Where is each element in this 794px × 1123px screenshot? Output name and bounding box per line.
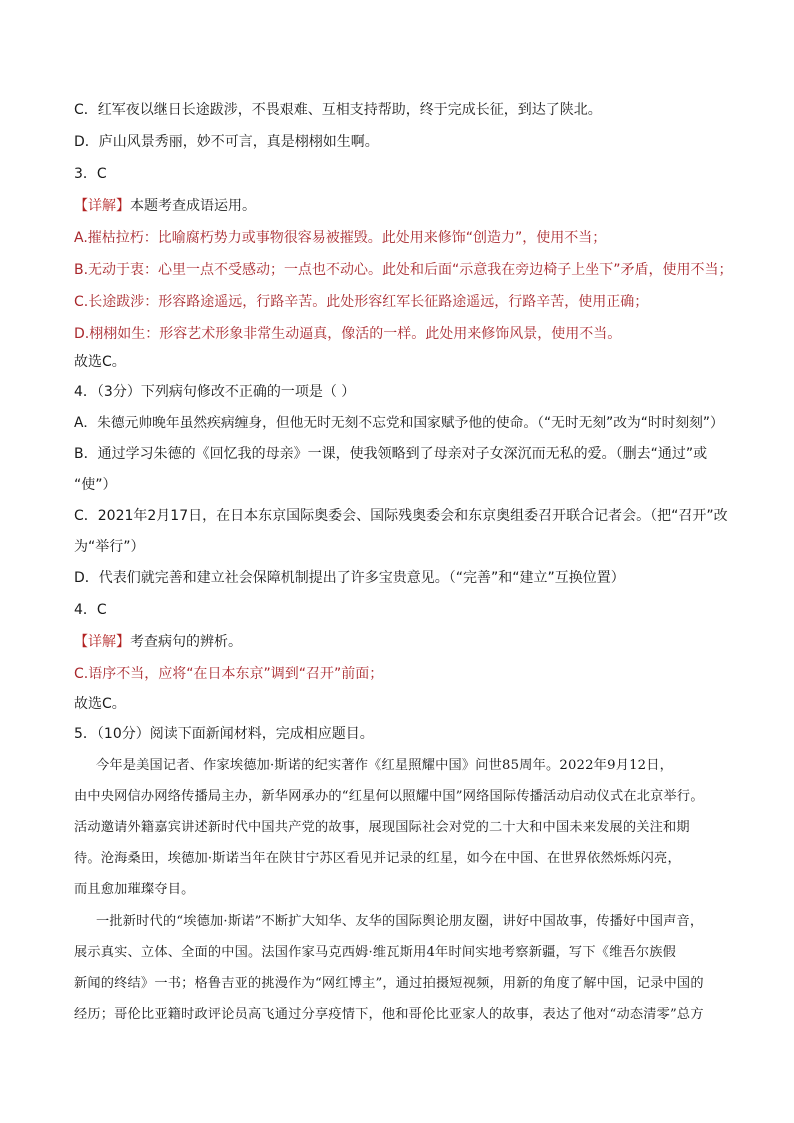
choose-c-4: 故选C。 (74, 696, 126, 712)
answer-4: 4．C (74, 602, 107, 618)
explain-b: B.无动于衷：心里一点不受感动；一点也不动心。此处和后面“示意我在旁边椅子上坐下”矛盾，使用不当； (74, 262, 733, 278)
news-paragraph-1-line-5: 而且愈加璀璨夺目。 (74, 882, 195, 897)
explanation-4 (74, 632, 242, 652)
explanation-3 (74, 196, 256, 216)
answer-3: 3．C (74, 166, 107, 182)
q4-option-c: C．2021年2月17日，在日本东京国际奥委会、国际残奥委会和东京奥组委召开联合记者会。（把“召开”改 (74, 508, 728, 524)
explanation-text: 考查病句的辨析。 (130, 634, 242, 650)
explain-c: C.长途跋涉：形容路途遥远，行路辛苦。此处形容红军长征路途遥远，行路辛苦，使用正确； (74, 294, 649, 310)
question-4: 4．（3分）下列病句修改不正确的一项是（ ） (74, 384, 356, 400)
question-5: 5．（10分）阅读下面新闻材料，完成相应题目。 (74, 726, 374, 742)
explain-a: A.摧枯拉朽：比喻腐朽势力或事物很容易被摧毁。此处用来修饰“创造力”，使用不当； (74, 230, 607, 246)
news-paragraph-2-line-4: 经历；哥伦比亚籍时政评论员高飞通过分享疫情下，他和哥伦比亚家人的故事，表达了他对“动态清零”总方 (74, 1007, 704, 1022)
explain-4-c: C.语序不当，应将“在日本东京”调到“召开”前面； (74, 666, 384, 682)
news-paragraph-2-line-3: 新闻的终结》一书；格鲁吉亚的挑漫作为“网红博主”，通过拍摄短视频，用新的角度了解中国，记录中国的 (74, 976, 704, 991)
explanation-text: 本题考查成语运用。 (130, 198, 256, 214)
explanation-tag: 【详解】 (74, 634, 130, 650)
q4-option-d: D．代表们就完善和建立社会保障机制提出了许多宝贵意见。（“完善”和“建立”互换位置） (74, 570, 625, 586)
q4-option-b-cont: “使”） (74, 477, 117, 493)
explain-d: D.栩栩如生：形容艺术形象非常生动逼真，像活的一样。此处用来修饰风景，使用不当。 (74, 326, 622, 342)
q4-option-a: A．朱德元帅晚年虽然疾病缠身，但他无时无刻不忘党和国家赋予他的使命。（“无时无刻”改为“时时刻刻”） (74, 415, 724, 431)
news-paragraph-1-line-3: 活动邀请外籍嘉宾讲述新时代中国共产党的故事，展现国际社会对党的二十大和中国未来发展的关注和期 (74, 820, 690, 835)
q4-option-b: B．通过学习朱德的《回忆我的母亲》一课，使我领略到了母亲对子女深沉而无私的爱。（删去“通过”或 (74, 446, 708, 462)
news-paragraph-1-line-2: 由中央网信办网络传播局主办，新华网承办的“红星何以照耀中国”网络国际传播活动启动仪式在北京举行。 (74, 789, 704, 804)
option-d-line: D．庐山风景秀丽，妙不可言，真是栩栩如生啊。 (74, 134, 379, 150)
option-c-line: C．红军夜以继日长途跋涉，不畏艰难、互相支持帮助，终于完成长征，到达了陕北。 (74, 102, 602, 118)
explanation-tag: 【详解】 (74, 198, 130, 214)
q4-option-c-cont: 为“举行”） (74, 539, 145, 555)
news-paragraph-1-line-1: 今年是美国记者、作家埃德加·斯诺的纪实著作《红星照耀中国》问世85周年。2022年9月12日， (96, 758, 674, 773)
news-paragraph-2-line-2: 展示真实、立体、全面的中国。法国作家马克西姆·维瓦斯用4年时间实地考察新疆，写下《维吾尔族假 (74, 945, 677, 960)
choose-c-3: 故选C。 (74, 354, 126, 370)
news-paragraph-2-line-1: 一批新时代的“埃德加·斯诺”不断扩大知华、友华的国际舆论朋友圈，讲好中国故事，传播好中国声音， (96, 914, 704, 929)
news-paragraph-1-line-4: 待。沧海桑田，埃德加·斯诺当年在陕甘宁苏区看见并记录的红星，如今在中国、在世界依然烁烁闪亮， (74, 851, 681, 866)
